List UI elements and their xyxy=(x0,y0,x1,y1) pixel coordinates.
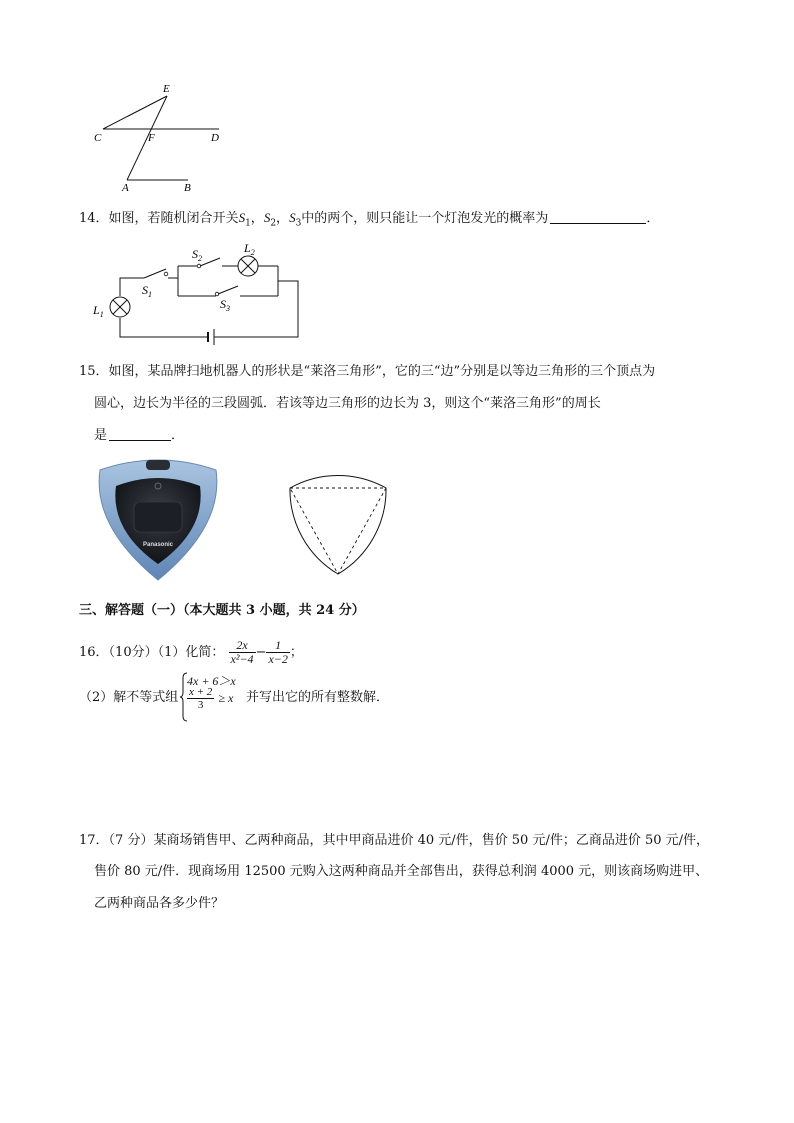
question-text: 中的两个，则只能让一个灯泡发光的概率为 xyxy=(301,211,549,226)
switch-s3: S xyxy=(289,210,296,225)
fraction-1-denominator: x²−4 xyxy=(230,652,254,666)
robot-sensor xyxy=(146,460,170,470)
robot-vacuum-image xyxy=(92,456,224,582)
label-b: B xyxy=(184,182,191,194)
question-text: 圆心，边长为半径的三段圆弧．若该等边三角形的边长为 3，则这个“莱洛三角形”的周长 xyxy=(94,396,601,411)
question-17-line1 xyxy=(79,833,709,849)
question-number: 17． xyxy=(79,833,109,848)
label-d: D xyxy=(211,132,219,144)
question-end: ． xyxy=(646,211,660,226)
switch-s1-contact xyxy=(164,272,168,276)
inequality-2 xyxy=(187,686,233,711)
inequality-2-fraction xyxy=(187,686,214,711)
switch-s1-blade xyxy=(144,269,166,278)
label-s2: $S_2$ xyxy=(192,247,202,263)
question-17-line2: 售价 80 元/件．现商场用 12500 元购入这两种商品并全部售出，获得总利润 4000 元，则该商场购进甲、 xyxy=(94,864,709,879)
question-17-line3: 乙两种商品各多少件？ xyxy=(94,896,225,911)
line-ea xyxy=(127,96,167,180)
label-c: C xyxy=(94,132,102,144)
question-text: 如图，某品牌扫地机器人的形状是“莱洛三角形”，它的三“边”分别是以等边三角形的三个顶点为 xyxy=(108,364,656,379)
question-16-part2-text: 并写出它的所有整数解． xyxy=(246,690,390,705)
switch-s1-sub: 1 xyxy=(245,218,251,229)
fraction-2 xyxy=(266,639,289,666)
circuit-diagram xyxy=(88,236,308,348)
switch-s2-blade xyxy=(200,258,220,266)
section-heading: 三、解答题（一）（本大题共 3 小题，共 24 分） xyxy=(79,603,365,618)
separator: ， xyxy=(276,211,290,226)
question-end: ． xyxy=(171,428,185,443)
question-15-line2 xyxy=(94,396,601,412)
label-a: A xyxy=(122,182,129,194)
part-end: ； xyxy=(289,645,303,660)
switch-s2: S xyxy=(263,210,271,225)
wire-left xyxy=(120,278,144,296)
answer-blank[interactable] xyxy=(109,428,171,441)
fraction-1 xyxy=(229,639,256,666)
question-15-line3 xyxy=(94,428,184,444)
question-15-line1 xyxy=(79,364,655,380)
inequality-2-numerator: x + 2 xyxy=(189,686,213,698)
robot-display-window xyxy=(134,502,182,532)
question-16-part2-label: （2）解不等式组 xyxy=(79,690,179,705)
wire-bottom xyxy=(120,318,208,337)
switch-s2-sub: 2 xyxy=(270,218,277,229)
question-14 xyxy=(79,210,659,232)
switch-s1: S xyxy=(238,210,246,225)
question-score: （10分） xyxy=(108,645,158,660)
part-label: （1）化简： xyxy=(157,645,225,660)
answer-blank[interactable] xyxy=(550,211,646,224)
inequality-2-rhs: ≥ x xyxy=(218,691,234,705)
label-l2: $L_2$ xyxy=(244,241,255,257)
question-number: 16． xyxy=(79,645,109,660)
reuleaux-triangle-figure xyxy=(282,472,394,580)
question-text: 是 xyxy=(94,428,108,443)
label-l1: $L_1$ xyxy=(93,303,104,319)
line-ce xyxy=(103,96,167,129)
inequality-2-denominator: 3 xyxy=(197,699,204,711)
switch-s3-sub: 3 xyxy=(295,218,302,229)
fraction-2-denominator: x−2 xyxy=(268,652,288,666)
switch-s3-blade xyxy=(218,286,238,294)
reuleaux-outline xyxy=(290,475,386,574)
label-s1: $S_1$ xyxy=(142,283,152,299)
robot-brand-label: Panasonic xyxy=(142,542,174,548)
label-e: E xyxy=(163,83,170,95)
inequality-system xyxy=(180,672,250,722)
question-number: 14． xyxy=(79,211,109,226)
question-text: （7 分）某商场销售甲、乙两种商品，其中甲商品进价 40 元/件，售价 50 元/件；乙商品进价 50 元/件， xyxy=(108,833,710,848)
fraction-1-numerator: 2x xyxy=(229,639,256,653)
separator: ， xyxy=(250,211,264,226)
inequality-1: 4x + 6＞x xyxy=(187,674,236,688)
fraction-2-numerator: 1 xyxy=(266,639,289,653)
minus-sign: − xyxy=(255,645,267,660)
geometry-figure-q13 xyxy=(85,78,235,196)
label-f: F xyxy=(148,132,155,144)
equilateral-triangle xyxy=(290,488,386,574)
question-text: 如图，若随机闭合开关 xyxy=(108,211,239,226)
question-16-part1 xyxy=(79,638,303,668)
label-s3: $S_3$ xyxy=(220,297,230,313)
question-number: 15． xyxy=(79,364,109,379)
